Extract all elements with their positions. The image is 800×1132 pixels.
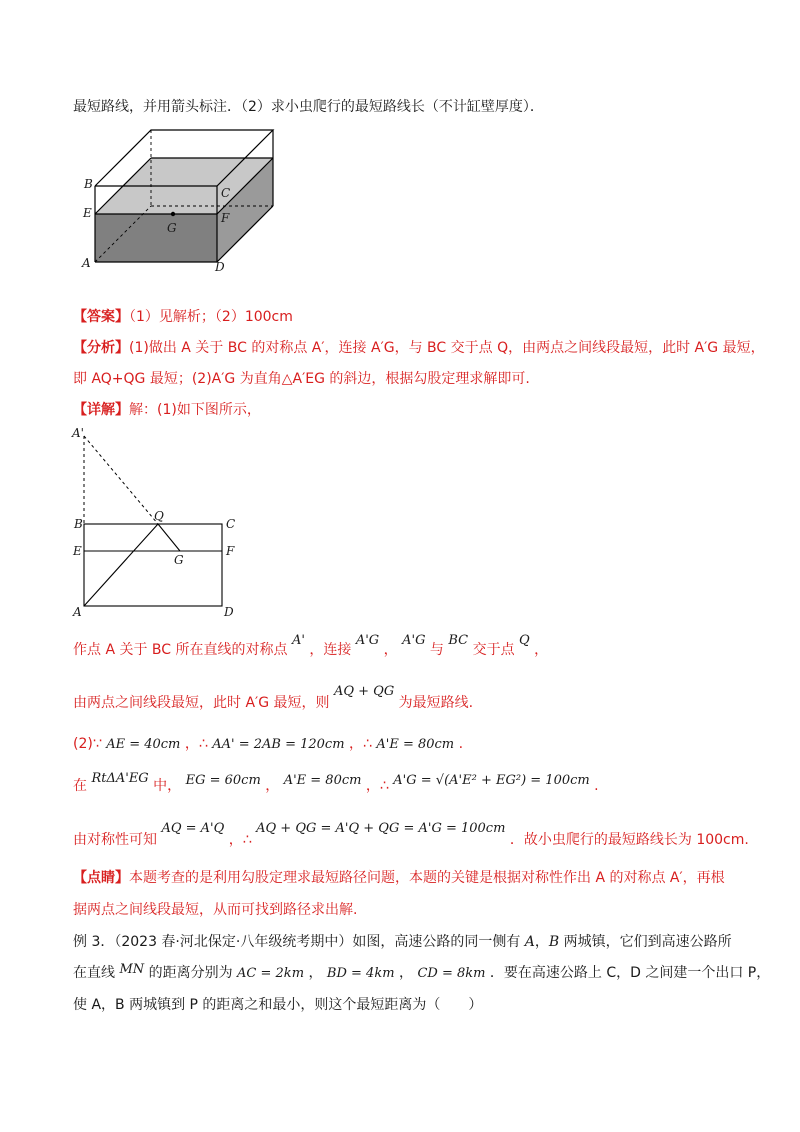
answer-line — [73, 307, 293, 327]
step5-math-2: AQ + QG = A'Q + QG = A'G = 100cm — [256, 821, 506, 836]
comment-line-2: 据两点之间线段最短，从而可找到路径求出解. — [73, 902, 358, 918]
example3-math-ac: AC = 2km — [237, 966, 305, 981]
analysis-line-1 — [73, 338, 765, 358]
step5-line — [73, 821, 749, 851]
step4-math-2: EG = 60cm — [185, 773, 261, 788]
example3-text-2d: ， — [398, 965, 413, 981]
step2-text-2: 为最短路线. — [398, 695, 474, 711]
label-b: B — [84, 177, 93, 191]
label-c: C — [221, 186, 231, 200]
point-g-marker — [171, 212, 175, 216]
step1-line — [73, 633, 549, 661]
example3-text-1b: ， — [534, 934, 549, 950]
step3-text-2: ，∴ — [184, 736, 208, 752]
step4-math-1: RtΔA'EG — [91, 771, 149, 786]
label-q: Q — [154, 509, 164, 523]
step1-text-6: ， — [534, 642, 549, 658]
water-front — [95, 214, 217, 262]
label-e: E — [83, 206, 92, 220]
step4-text-1: 在 — [73, 778, 87, 794]
answer-tag: 【答案】 — [73, 309, 129, 325]
step4-text-3: ， — [265, 778, 280, 794]
step5-text-3: ．故小虫爬行的最短路线长为 100cm. — [509, 832, 749, 848]
intro-line: 最短路线，并用箭头标注．（2）求小虫爬行的最短路线长（不计缸壁厚度）． — [73, 99, 544, 115]
answer-text: （1）见解析；（2）100cm — [129, 309, 293, 325]
example3-math-bd: BD = 4km — [326, 966, 395, 981]
example3-line-2 — [73, 963, 770, 984]
label-e2: E — [73, 544, 82, 558]
step1-math-1: A' — [291, 633, 305, 648]
step1-text-3: ， — [383, 642, 398, 658]
example3-math-cd: CD = 8km — [417, 966, 486, 981]
step2-line — [73, 684, 474, 714]
example3-var-a: A — [524, 934, 535, 950]
label-f2: F — [226, 544, 235, 558]
label-a2: A — [73, 605, 82, 619]
example3-text-1a: 例 3．（2023 春·河北保定·八年级统考期中）如图，高速公路的同一侧有 — [73, 934, 525, 950]
label-a: A — [82, 256, 91, 270]
figure-unfold — [68, 424, 246, 620]
label-b2: B — [74, 517, 83, 531]
step1-math-5: Q — [519, 633, 530, 648]
analysis-tag: 【分析】 — [73, 340, 129, 356]
comment-line-1 — [73, 868, 725, 888]
step1-text-1: 作点 A 关于 BC 所在直线的对称点 — [73, 642, 288, 658]
example3-text-1c: 两城镇，它们到高速公路所 — [559, 934, 732, 950]
step5-text-1: 由对称性可知 — [73, 832, 157, 848]
label-d: D — [215, 260, 225, 274]
step3-math-1: AE = 40cm — [106, 737, 181, 752]
example3-text-2a: 在直线 — [73, 965, 115, 981]
analysis-line-2: 即 AQ+QG 最短；(2)A′G 为直角△A′EG 的斜边，根据勾股定理求解即可. — [73, 371, 530, 387]
step3-line — [73, 734, 463, 755]
example3-line-1 — [73, 932, 732, 952]
step4-text-2: 中， — [153, 778, 182, 794]
step3-math-2: AA' = 2AB = 120cm — [212, 737, 345, 752]
step5-math-1: AQ = A'Q — [161, 821, 225, 836]
step1-text-5: 交于点 — [472, 642, 515, 658]
label-g2: G — [174, 553, 184, 567]
label-c2: C — [226, 517, 236, 531]
example3-text-2e: ．要在高速公路上 C，D 之间建一个出口 P， — [489, 965, 771, 981]
detail-text: 解：(1)如下图所示， — [129, 402, 261, 418]
step4-text-5: . — [594, 778, 599, 794]
analysis-text-1: (1)做出 A 关于 BC 的对称点 A′，连接 A′G，与 BC 交于点 Q，由两点之间线段最短，此时 A′G 最短， — [129, 340, 765, 356]
step3-text-1: (2)∵ — [73, 736, 102, 752]
example3-var-b: B — [548, 934, 560, 950]
example3-line-3: 使 A，B 两城镇到 P 的距离之和最小，则这个最短距离为（ ） — [73, 997, 483, 1013]
step4-math-3: A'E = 80cm — [283, 773, 362, 788]
step4-math-4: A'G = √(A'E² + EG²) = 100cm — [393, 773, 590, 788]
step4-text-4: ，∴ — [365, 778, 389, 794]
step3-text-3: ，∴ — [348, 736, 372, 752]
label-d2: D — [224, 605, 234, 619]
step1-math-3: A'G — [402, 633, 426, 648]
step1-math-4: BC — [448, 633, 469, 648]
step1-text-4: 与 — [429, 642, 444, 658]
label-f: F — [221, 211, 230, 225]
figure-tank — [75, 128, 290, 276]
detail-tag: 【详解】 — [73, 402, 129, 418]
step3-text-4: . — [458, 736, 464, 752]
comment-tag: 【点睛】 — [73, 870, 129, 886]
detail-line — [73, 400, 261, 420]
example3-text-2c: ， — [308, 965, 323, 981]
step1-text-2: ，连接 — [309, 642, 352, 658]
comment-text-1: 本题考查的是利用勾股定理求最短路径问题，本题的关键是根据对称性作出 A 的对称点 A′，再根 — [129, 870, 725, 886]
step2-text-1: 由两点之间线段最短，此时 A′G 最短，则 — [73, 695, 330, 711]
label-a-prime: A' — [72, 426, 84, 440]
label-g: G — [167, 221, 177, 235]
example3-text-2b: 的距离分别为 — [148, 965, 233, 981]
step2-math-1: AQ + QG — [333, 684, 395, 699]
step3-math-3: A'E = 80cm — [376, 737, 455, 752]
example3-math-mn: MN — [119, 962, 145, 977]
step4-line — [73, 771, 599, 797]
step1-math-2: A'G — [355, 633, 380, 648]
step5-text-2: ，∴ — [228, 832, 252, 848]
